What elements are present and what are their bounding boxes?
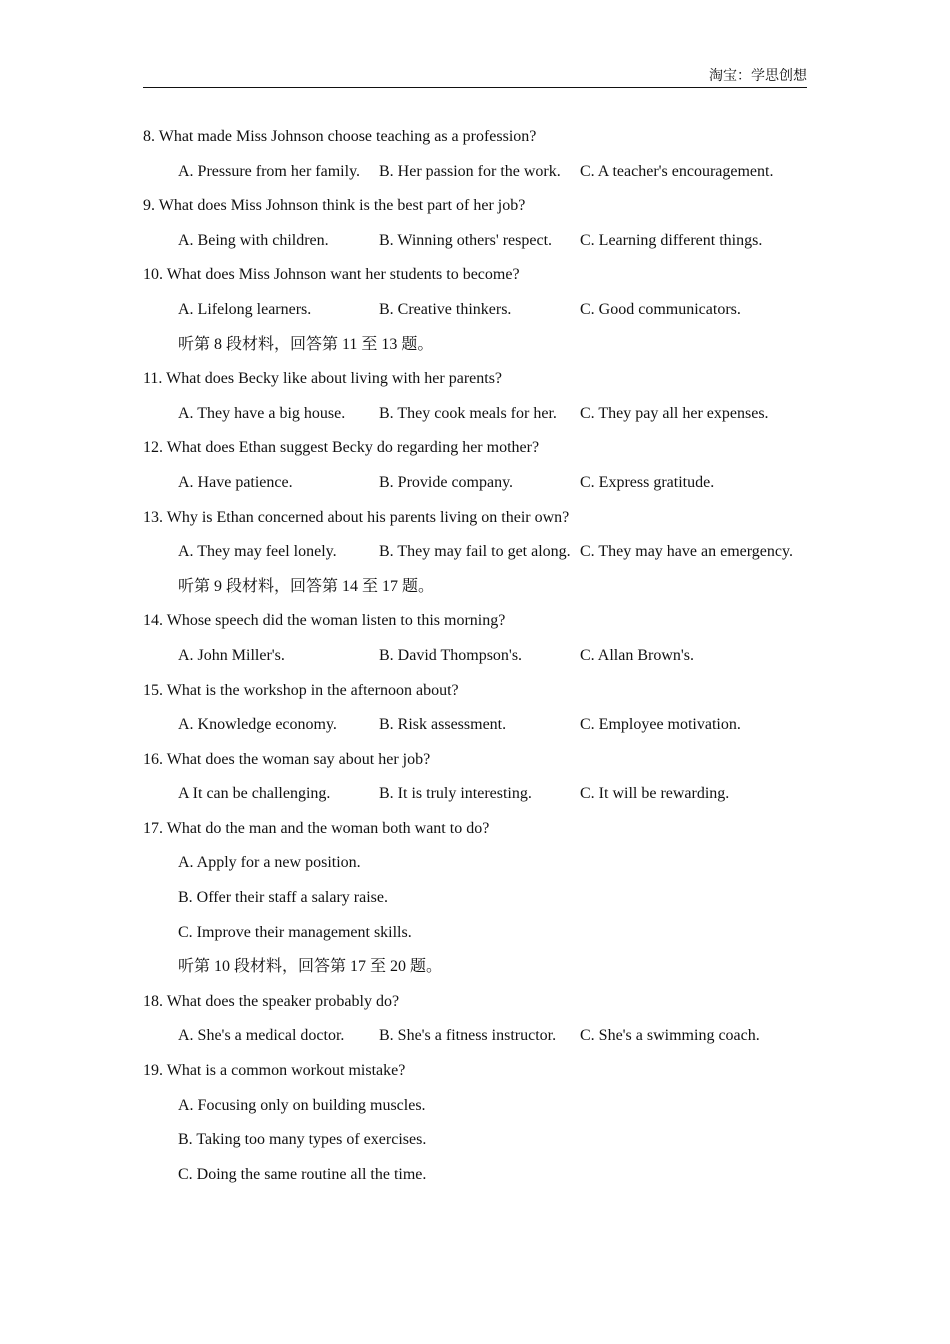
- answer-options-row: [143, 708, 843, 743]
- option-b: B. It is truly interesting.: [379, 785, 532, 803]
- option-a: A. Lifelong learners.: [178, 300, 312, 318]
- option-a: A. They may feel lonely.: [178, 543, 337, 561]
- option-a: A. She's a medical doctor.: [178, 1027, 345, 1045]
- option-a: A. John Miller's.: [178, 646, 285, 664]
- option-b: B. Winning others' respect.: [379, 231, 553, 249]
- option-a: A. Knowledge economy.: [178, 716, 337, 734]
- option-b: B. They cook meals for her.: [379, 404, 557, 422]
- section-instruction: 听第 10 段材料，回答第 17 至 20 题。: [178, 958, 443, 976]
- section-instruction: 听第 8 段材料，回答第 11 至 13 题。: [178, 335, 434, 353]
- option-b: B. She's a fitness instructor.: [379, 1027, 557, 1045]
- option-a: A. Being with children.: [178, 231, 329, 249]
- option-c: C. A teacher's encouragement.: [580, 162, 774, 180]
- answer-option: C. Doing the same routine all the time.: [178, 1165, 427, 1183]
- option-a: A. Pressure from her family.: [178, 162, 361, 180]
- answer-options-row: [143, 466, 843, 501]
- option-c: C. It will be rewarding.: [580, 785, 730, 803]
- option-c: C. They pay all her expenses.: [580, 404, 769, 422]
- answer-option: B. Taking too many types of exercises.: [178, 1131, 427, 1149]
- question-text: 10. What does Miss Johnson want her students to become?: [143, 266, 520, 284]
- question-text: 11. What does Becky like about living with her parents?: [143, 370, 503, 388]
- answer-option: C. Improve their management skills.: [178, 923, 412, 941]
- question-text: 15. What is the workshop in the afternoon about?: [143, 681, 459, 699]
- option-b: B. David Thompson's.: [379, 646, 523, 664]
- answer-option: A. Apply for a new position.: [178, 854, 361, 872]
- option-c: C. Allan Brown's.: [580, 646, 694, 664]
- page-header: [143, 68, 807, 88]
- answer-options-row: [143, 224, 843, 259]
- option-b: B. Her passion for the work.: [379, 162, 561, 180]
- answer-options-row: [143, 397, 843, 432]
- question-text: 9. What does Miss Johnson think is the best part of her job?: [143, 197, 526, 215]
- answer-option: B. Offer their staff a salary raise.: [178, 889, 388, 907]
- question-text: 17. What do the man and the woman both want to do?: [143, 819, 490, 837]
- section-instruction: 听第 9 段材料，回答第 14 至 17 题。: [178, 577, 435, 595]
- option-c: C. Express gratitude.: [580, 473, 715, 491]
- option-c: C. They may have an emergency.: [580, 543, 793, 561]
- question-list: [143, 120, 843, 1192]
- option-b: B. Risk assessment.: [379, 716, 507, 734]
- answer-options-row: [143, 639, 843, 674]
- option-b: B. Creative thinkers.: [379, 300, 512, 318]
- question-text: 12. What does Ethan suggest Becky do regarding her mother?: [143, 439, 540, 457]
- option-a: A. Have patience.: [178, 473, 293, 491]
- question-text: 16. What does the woman say about her job?: [143, 750, 431, 768]
- option-c: C. Learning different things.: [580, 231, 763, 249]
- option-b: B. Provide company.: [379, 473, 514, 491]
- answer-options-row: [143, 535, 843, 570]
- answer-options-row: [143, 155, 843, 190]
- answer-options-row: [143, 1019, 843, 1054]
- question-text: 14. Whose speech did the woman listen to this morning?: [143, 612, 506, 630]
- answer-options-row: [143, 293, 843, 328]
- answer-option: A. Focusing only on building muscles.: [178, 1096, 426, 1114]
- question-text: 18. What does the speaker probably do?: [143, 992, 400, 1010]
- option-c: C. Employee motivation.: [580, 716, 741, 734]
- question-text: 19. What is a common workout mistake?: [143, 1062, 406, 1080]
- option-a: A It can be challenging.: [178, 785, 331, 803]
- option-c: C. Good communicators.: [580, 300, 741, 318]
- option-b: B. They may fail to get along.: [379, 543, 571, 561]
- option-a: A. They have a big house.: [178, 404, 346, 422]
- question-text: 13. Why is Ethan concerned about his parents living on their own?: [143, 508, 570, 526]
- option-c: C. She's a swimming coach.: [580, 1027, 760, 1045]
- header-text: 淘宝：学思创想: [709, 69, 807, 84]
- answer-options-row: [143, 777, 843, 812]
- question-text: 8. What made Miss Johnson choose teaching as a profession?: [143, 128, 537, 145]
